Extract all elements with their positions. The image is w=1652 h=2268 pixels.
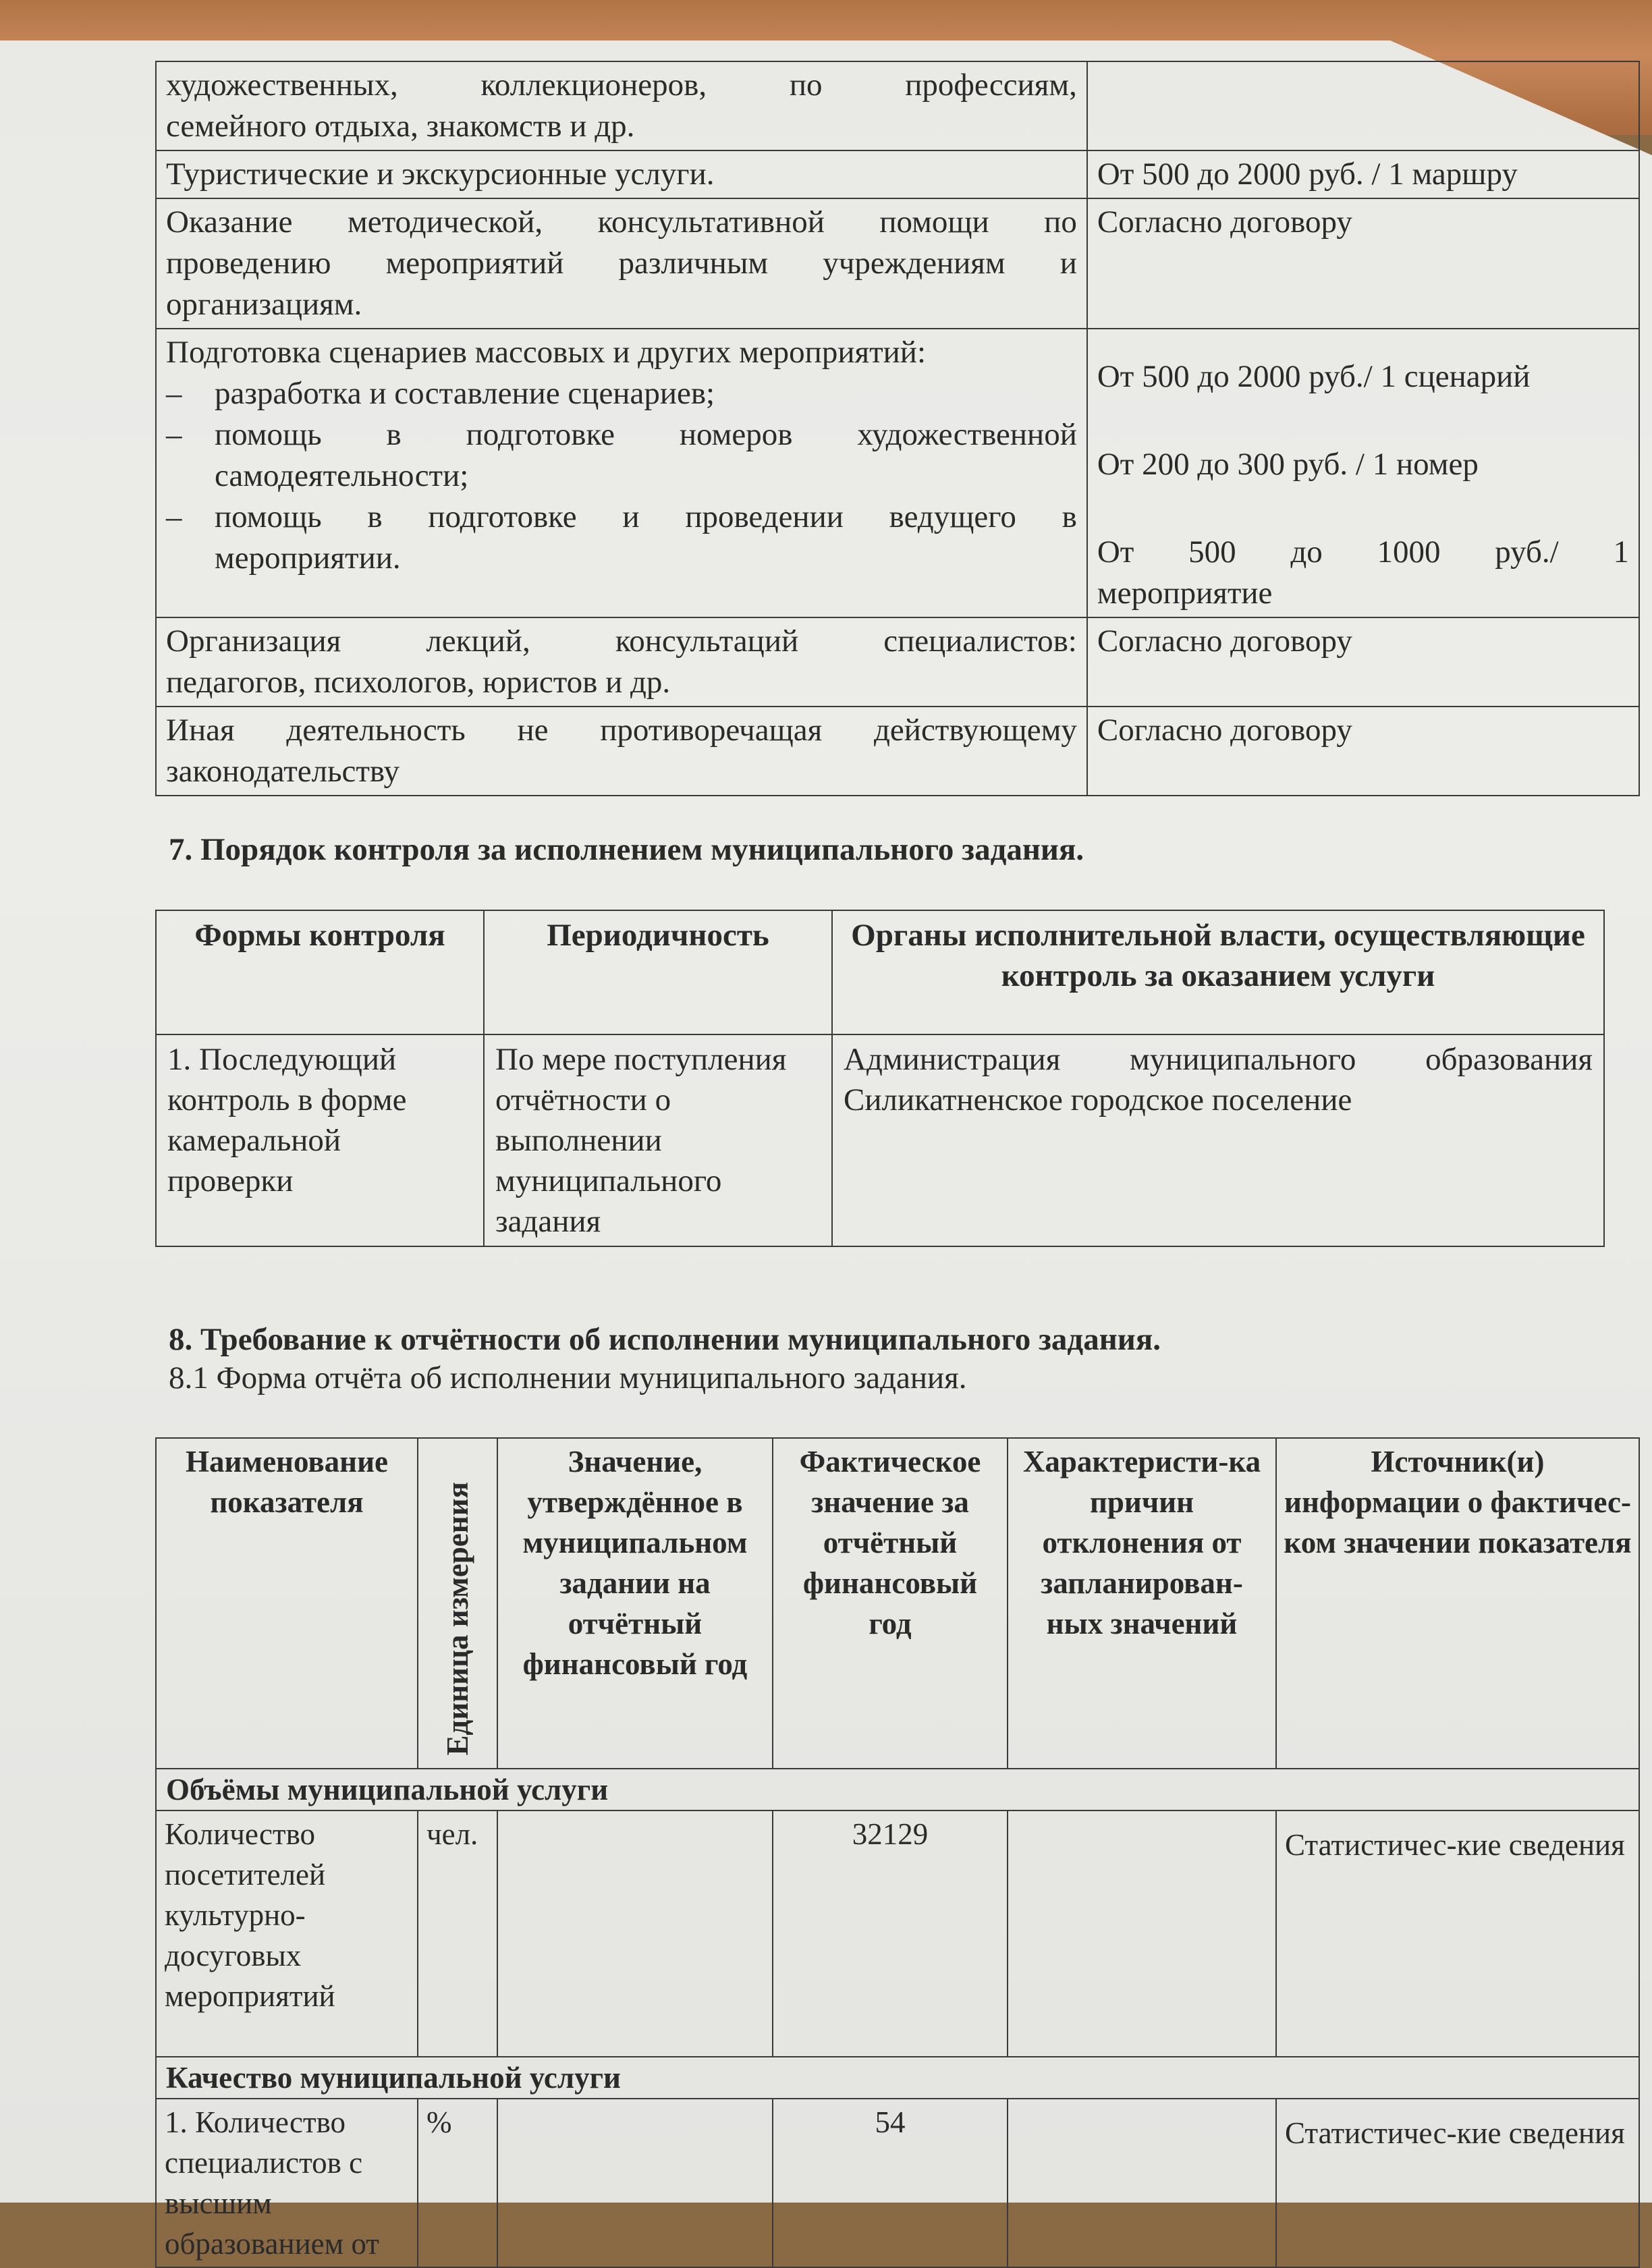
service-cell <box>156 61 1087 150</box>
header-authorities: Органы исполнительной власти, осуществляющие контроль за оказанием услуги <box>832 910 1604 1034</box>
header-deviation-reasons: Характеристи-ка причин отклонения от запланирован-ных значений <box>1008 1438 1276 1769</box>
service-line: Организация лекций, консультаций специалистов: <box>166 624 1077 659</box>
table-row <box>156 150 1639 198</box>
dash-text: помощь в подготовке и проведении ведущего в <box>215 499 1077 534</box>
price-cell: Согласно договору <box>1087 198 1639 329</box>
price-line: От 200 до 300 руб. / 1 номер <box>1097 447 1479 482</box>
table-header-row <box>156 910 1604 1034</box>
approved-value-cell <box>497 1810 773 2057</box>
dash-item <box>166 414 1077 497</box>
authority-line: Администрация муниципального образования <box>844 1042 1593 1077</box>
dash-marker: – <box>166 417 182 452</box>
service-line: Подготовка сценариев массовых и других мероприятий: <box>166 335 927 370</box>
report-form-table <box>155 1437 1640 2268</box>
actual-value-cell: 54 <box>773 2099 1008 2267</box>
actual-value-cell: 32129 <box>773 1810 1008 2057</box>
header-unit-label: Единица измерения <box>441 1481 474 1755</box>
table-row <box>156 617 1639 707</box>
deviation-cell <box>1008 2099 1276 2267</box>
deviation-cell <box>1008 1810 1276 2057</box>
table-row <box>156 1810 1639 2057</box>
table-row <box>156 329 1639 617</box>
price-cell: Согласно договору <box>1087 617 1639 707</box>
service-cell <box>156 329 1087 617</box>
service-cell <box>156 198 1087 329</box>
dash-item <box>166 373 1077 414</box>
header-actual-value: Фактическое значение за отчётный финансовый год <box>773 1438 1008 1769</box>
service-cell <box>156 617 1087 707</box>
section-7-title: 7. Порядок контроля за исполнением муниципального задания. <box>169 832 1084 867</box>
table-row <box>156 61 1639 150</box>
authority-cell <box>832 1034 1604 1246</box>
header-control-forms: Формы контроля <box>156 910 484 1034</box>
price-cell <box>1087 329 1639 617</box>
header-approved-value: Значение, утверждённое в муниципальном задании на отчётный финансовый год <box>497 1438 773 1769</box>
control-form-cell: 1. Последующий контроль в форме камеральной проверки <box>156 1034 484 1246</box>
dash-marker: – <box>166 376 182 411</box>
price-line: мероприятие <box>1097 576 1273 611</box>
unit-cell: % <box>418 2099 497 2267</box>
periodicity-cell: По мере поступления отчётности о выполнении муниципального задания <box>484 1034 832 1246</box>
services-price-table <box>155 61 1640 796</box>
indicator-name-cell: Количество посетителей культурно-досуговых мероприятий <box>156 1810 418 2057</box>
service-line: организациям. <box>166 287 362 322</box>
price-cell: Согласно договору <box>1087 707 1639 796</box>
table-header-row <box>156 1438 1639 1769</box>
dash-text: помощь в подготовке номеров художественной <box>215 417 1077 452</box>
service-line: Иная деятельность не противоречащая действующему <box>166 713 1077 748</box>
price-cell: От 500 до 2000 руб. / 1 маршру <box>1087 150 1639 198</box>
price-cell <box>1087 61 1639 150</box>
dash-item <box>166 497 1077 579</box>
section-volume-label: Объёмы муниципальной услуги <box>156 1769 1639 1810</box>
approved-value-cell <box>497 2099 773 2267</box>
price-line: От 500 до 2000 руб./ 1 сценарий <box>1097 359 1531 394</box>
table-row <box>156 707 1639 796</box>
dash-text: самодеятельности; <box>215 458 469 493</box>
service-line: законодательству <box>166 754 400 789</box>
service-line: Туристические и экскурсионные услуги. <box>166 157 715 192</box>
service-line: художественных, коллекционеров, по профессиям, <box>166 67 1077 103</box>
table-row <box>156 1034 1604 1246</box>
indicator-name-cell: 1. Количество специалистов с высшим образованием от <box>156 2099 418 2267</box>
control-table <box>155 910 1605 1247</box>
dash-marker: – <box>166 499 182 534</box>
dash-text: разработка и составление сценариев; <box>215 376 715 411</box>
section-8-subtitle: 8.1 Форма отчёта об исполнении муниципального задания. <box>169 1360 967 1395</box>
header-unit <box>418 1438 497 1769</box>
service-cell <box>156 150 1087 198</box>
unit-cell: чел. <box>418 1810 497 2057</box>
service-cell <box>156 707 1087 796</box>
authority-line: Силикатненское городское поселение <box>844 1082 1352 1117</box>
dash-text: мероприятии. <box>215 541 401 576</box>
section-row <box>156 2057 1639 2099</box>
section-quality-label: Качество муниципальной услуги <box>156 2057 1639 2099</box>
price-line: От 500 до 1000 руб./ 1 <box>1097 534 1629 570</box>
source-cell: Статистичес-кие сведения <box>1276 1810 1639 2057</box>
source-cell: Статистичес-кие сведения <box>1276 2099 1639 2267</box>
table-row <box>156 198 1639 329</box>
header-info-source: Источник(и) информации о фактичес-ком значении показателя <box>1276 1438 1639 1769</box>
table-row <box>156 2099 1639 2267</box>
header-indicator-name: Наименование показателя <box>156 1438 418 1769</box>
section-8-title: 8. Требование к отчётности об исполнении муниципального задания. <box>169 1322 1161 1357</box>
section-row <box>156 1769 1639 1810</box>
header-periodicity: Периодичность <box>484 910 832 1034</box>
service-line: педагогов, психологов, юристов и др. <box>166 665 671 700</box>
service-line: семейного отдыха, знакомств и др. <box>166 109 635 144</box>
service-line: Оказание методической, консультативной помощи по <box>166 204 1077 240</box>
service-line: проведению мероприятий различным учреждениям и <box>166 246 1077 281</box>
